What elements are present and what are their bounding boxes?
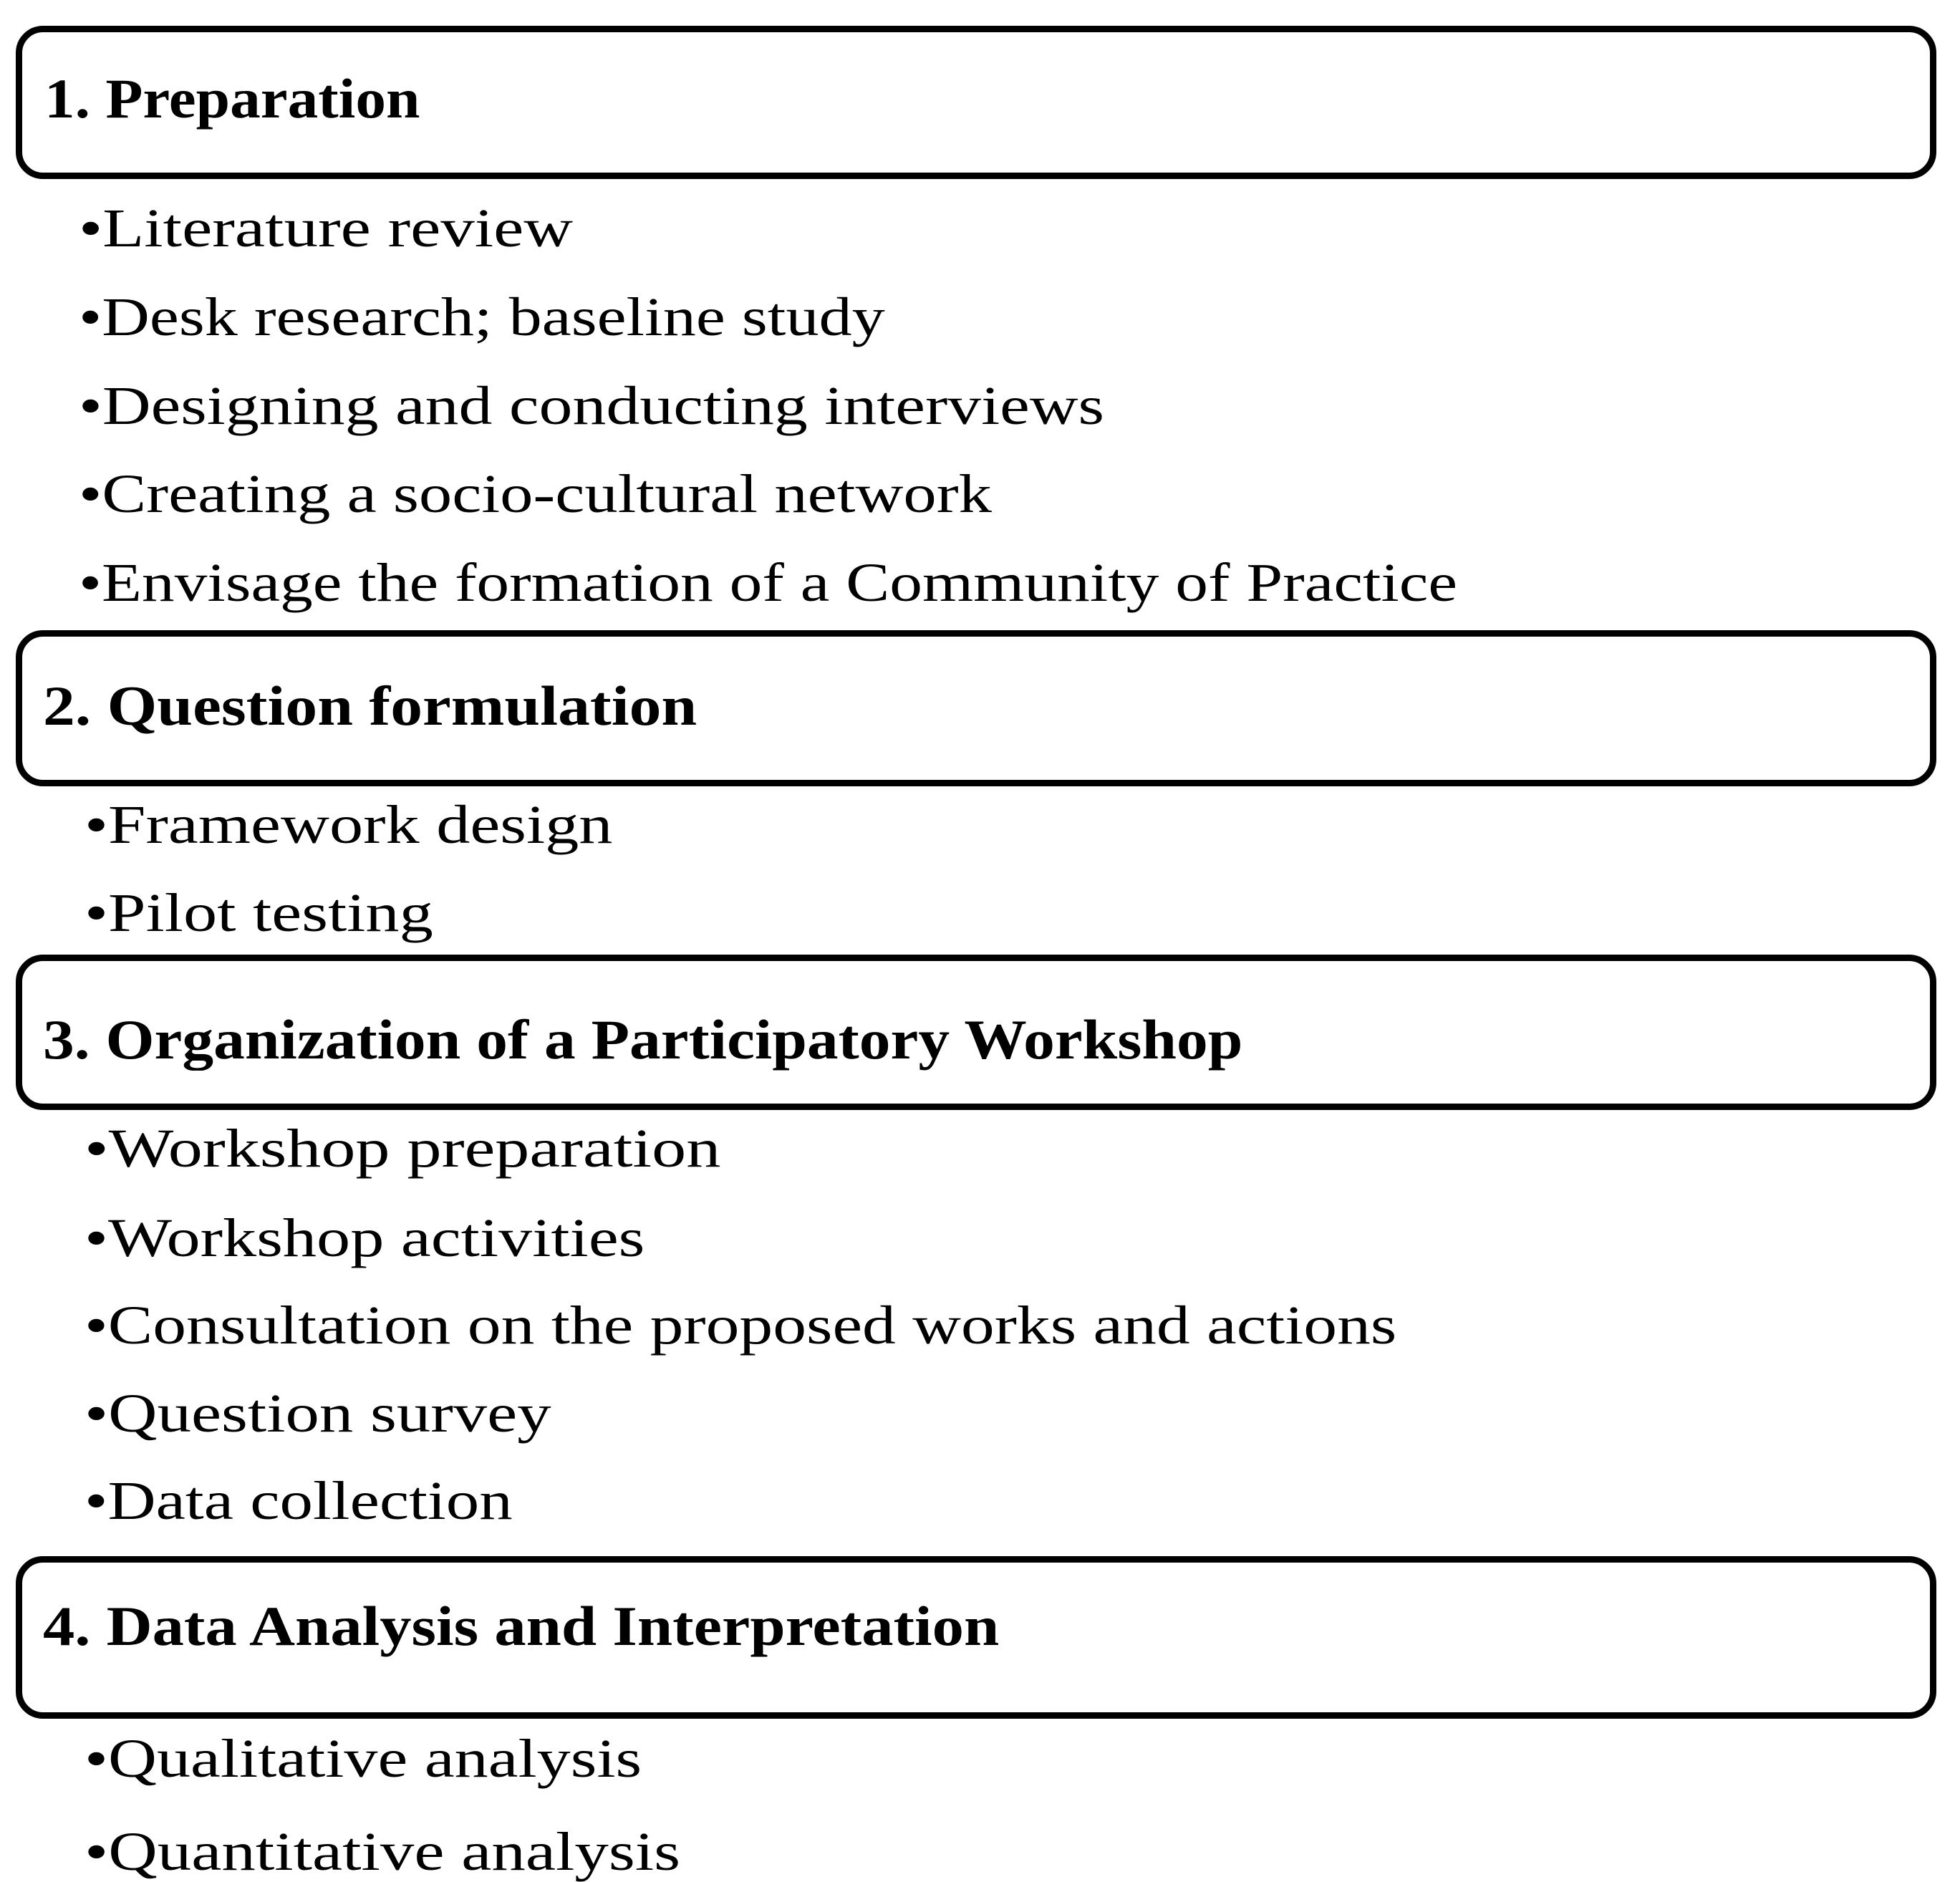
bullet-icon: • [79,375,102,436]
section-2-title: 2. Question formulation [43,674,697,737]
list-item [79,198,573,259]
list-item [85,1383,551,1444]
list-item [85,1728,642,1789]
list-item [79,463,992,524]
list-item-text: Creating a socio-cultural network [102,463,992,524]
bullet-icon: • [79,198,103,259]
list-item-text: Workshop preparation [108,1118,721,1179]
bullet-icon: • [85,1821,109,1882]
bullet-icon: • [85,882,109,943]
list-item-text: Literature review [102,198,573,259]
list-item [85,794,613,855]
bullet-icon: • [85,1383,109,1444]
list-item [85,882,433,943]
list-item [79,552,1458,613]
list-item-text: Envisage the formation of a Community of Practice [102,552,1458,613]
bullet-icon: • [85,1118,109,1179]
section-1-title: 1. Preparation [44,67,420,130]
bullet-icon: • [79,463,102,524]
list-item-text: Designing and conducting interviews [102,375,1105,436]
list-item [85,1207,645,1268]
list-item-text: Desk research; baseline study [102,286,885,347]
list-item [79,286,885,347]
bullet-icon: • [85,1728,108,1789]
list-item [85,1821,681,1882]
bullet-icon: • [85,1207,109,1268]
section-4-title [43,1594,1000,1657]
bullet-icon: • [85,1295,108,1356]
bullet-icon: • [79,286,102,347]
list-item-text: Framework design [108,794,613,855]
bullet-icon: • [79,552,102,613]
section-4-title-text: 4. Data Analysis and Interpretation [43,1594,1000,1657]
list-item [85,1118,721,1179]
list-item-text: Pilot testing [108,882,433,943]
list-item [85,1295,1397,1356]
list-item-text: Question survey [108,1383,551,1444]
list-item-text: Quantitative analysis [108,1821,681,1882]
list-item-text: Data collection [107,1470,513,1531]
section-3-title: 3. Organization of a Participatory Workshop [43,1008,1243,1071]
list-item-text: Workshop activities [108,1207,645,1268]
list-item [85,1470,513,1531]
list-item [79,375,1105,436]
list-item-text: Consultation on the proposed works and actions [107,1295,1397,1356]
bullet-icon: • [85,794,109,855]
list-item-text: Qualitative analysis [107,1728,642,1789]
bullet-icon: • [85,1470,108,1531]
